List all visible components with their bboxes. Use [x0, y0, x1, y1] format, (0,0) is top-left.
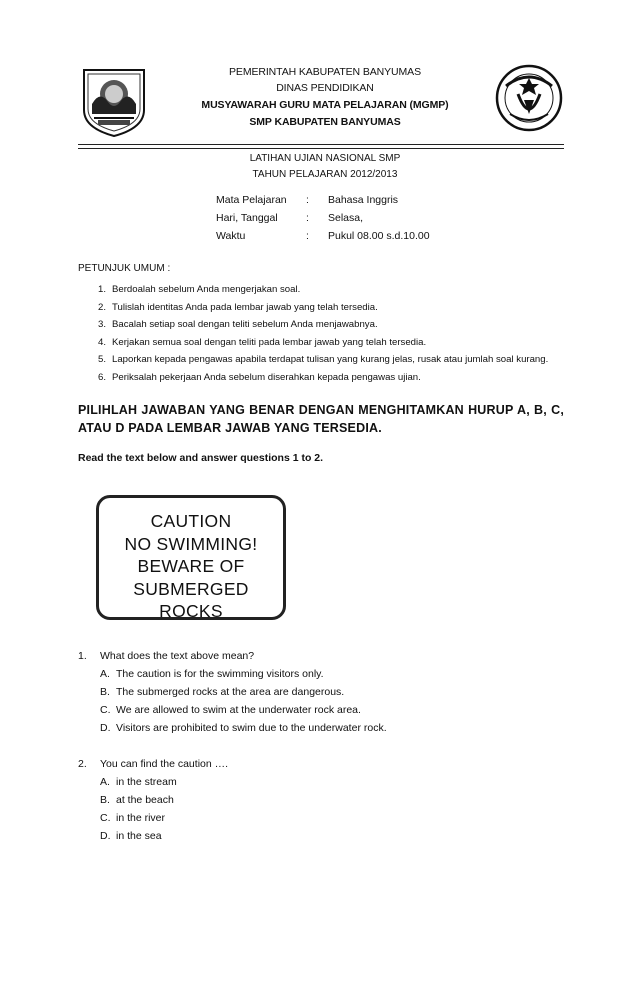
option-text: The caution is for the swimming visitors only. — [116, 668, 324, 680]
info-value: Selasa, — [328, 212, 364, 224]
exam-year: TAHUN PELAJARAN 2012/2013 — [252, 169, 398, 180]
caution-sign — [96, 495, 286, 620]
header-line-3: MUSYAWARAH GURU MATA PELAJARAN (MGMP) — [201, 99, 449, 111]
info-label: Hari, Tanggal — [216, 212, 278, 224]
info-colon: : — [306, 230, 309, 242]
option-letter: D. — [100, 722, 111, 734]
general-instructions-title: PETUNJUK UMUM : — [78, 263, 171, 274]
instruction-item — [78, 281, 568, 299]
instruction-item — [78, 299, 568, 317]
question-stem — [78, 647, 568, 665]
instruction-text: Periksalah pekerjaan Anda sebelum diserahkan kepada pengawas ujian. — [112, 371, 421, 383]
instruction-item — [78, 334, 568, 352]
banyumas-emblem-logo — [78, 64, 150, 138]
instruction-text: Kerjakan semua soal dengan teliti pada lembar jawab yang telah tersedia. — [112, 336, 427, 348]
caution-line: BEWARE OF — [137, 556, 245, 576]
answer-option — [78, 773, 568, 791]
header-divider — [78, 144, 564, 145]
option-text: in the stream — [116, 776, 177, 788]
answer-option — [78, 791, 568, 809]
instruction-number: 4. — [98, 336, 107, 348]
answer-option — [78, 827, 568, 845]
question-stem — [78, 755, 568, 773]
option-text: The submerged rocks at the area are dangerous. — [116, 686, 345, 698]
tut-wuri-handayani-logo — [494, 64, 564, 132]
caution-line: NO SWIMMING! — [124, 533, 258, 554]
info-row-subject — [216, 192, 516, 209]
general-instructions-list — [78, 281, 568, 387]
instruction-number: 5. — [98, 354, 107, 366]
header-line-2: DINAS PENDIDIKAN — [276, 82, 374, 94]
option-letter: A. — [100, 668, 110, 680]
question-number: 1. — [78, 650, 87, 662]
option-text: in the sea — [116, 830, 162, 842]
option-letter: C. — [100, 812, 111, 824]
instruction-text: Laporkan kepada pengawas apabila terdapat tulisan yang kurang jelas, rusak atau jumlah soal kurang. — [112, 354, 549, 366]
option-letter: A. — [100, 776, 110, 788]
info-colon: : — [306, 194, 309, 206]
caution-line: ROCKS — [159, 601, 223, 620]
caution-line: SUBMERGED — [133, 578, 249, 599]
info-label: Mata Pelajaran — [216, 194, 287, 206]
instruction-item — [78, 316, 568, 334]
info-value: Pukul 08.00 s.d.10.00 — [328, 230, 430, 242]
info-row-date — [216, 210, 516, 227]
instruction-text: Berdoalah sebelum Anda mengerjakan soal. — [112, 284, 301, 295]
option-letter: C. — [100, 704, 111, 716]
option-text: at the beach — [116, 794, 174, 806]
option-text: in the river — [116, 812, 166, 824]
instruction-number: 2. — [98, 301, 107, 313]
option-text: Visitors are prohibited to swim due to the underwater rock. — [116, 722, 387, 734]
question-2 — [78, 755, 568, 845]
info-row-time — [216, 228, 516, 245]
header-line-1: PEMERINTAH KABUPATEN BANYUMAS — [229, 66, 421, 78]
answer-option — [78, 701, 568, 719]
option-text: We are allowed to swim at the underwater rock area. — [116, 704, 361, 716]
info-value: Bahasa Inggris — [328, 194, 399, 206]
instruction-item — [78, 351, 568, 369]
answer-option — [78, 809, 568, 827]
exam-title: LATIHAN UJIAN NASIONAL SMP — [249, 153, 401, 164]
reading-prompt: Read the text below and answer questions 1 to 2. — [78, 452, 324, 464]
instruction-item — [78, 369, 568, 387]
question-text: What does the text above mean? — [100, 650, 255, 662]
caution-line: CAUTION — [150, 511, 232, 531]
question-1 — [78, 647, 568, 737]
info-colon: : — [306, 212, 309, 224]
header-line-4: SMP KABUPATEN BANYUMAS — [249, 116, 401, 128]
instruction-number: 1. — [98, 284, 107, 295]
answer-option — [78, 719, 568, 737]
answer-instruction: PILIHLAH JAWABAN YANG BENAR DENGAN MENGHITAMKAN HURUP A, B, C, ATAU D PADA LEMBAR JAWAB YANG TERSEDIA. — [78, 403, 564, 435]
option-letter: B. — [100, 686, 110, 698]
question-text: You can find the caution …. — [100, 758, 229, 770]
info-label: Waktu — [216, 230, 246, 242]
header-divider-thin — [78, 148, 564, 149]
instruction-text: Bacalah setiap soal dengan teliti sebelum Anda menjawabnya. — [112, 319, 378, 331]
caution-sign-text — [99, 510, 283, 620]
instruction-number: 6. — [98, 371, 107, 383]
instruction-text: Tulislah identitas Anda pada lembar jawab yang telah tersedia. — [112, 301, 378, 313]
option-letter: D. — [100, 830, 111, 842]
instruction-number: 3. — [98, 319, 107, 331]
question-number: 2. — [78, 758, 87, 770]
option-letter: B. — [100, 794, 110, 806]
answer-option — [78, 665, 568, 683]
answer-option — [78, 683, 568, 701]
